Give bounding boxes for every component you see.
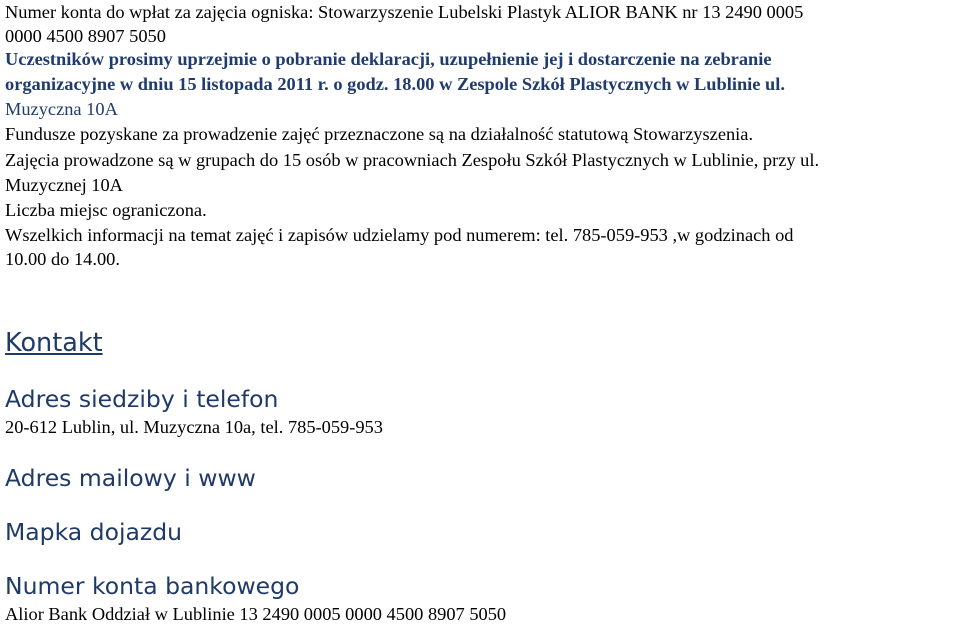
groups-line-1: Zajęcia prowadzone są w grupach do 15 osób w pracowniach Zespołu Szkół Plastycznych w Lublinie, przy ul. [5, 150, 820, 170]
funds-line: Fundusze pozyskane za prowadzenie zajęć przeznaczone są na działalność statutową Stowarzyszenia. [5, 124, 754, 144]
map-heading: Mapka dojazdu [5, 518, 183, 546]
email-heading: Adres mailowy i www [5, 464, 256, 492]
bank-heading: Numer konta bankowego [5, 572, 300, 600]
meeting-line-3: Muzyczna 10A [5, 99, 118, 119]
groups-line-2: Muzycznej 10A [5, 175, 123, 195]
account-line-1: Numer konta do wpłat za zajęcia ogniska: Stowarzyszenie Lubelski Plastyk ALIOR BANK nr 13 2490 0005 [5, 2, 804, 22]
address-text: 20-612 Lublin, ul. Muzyczna 10a, tel. 785-059-953 [5, 417, 383, 437]
meeting-line-2: organizacyjne w dniu 15 listopada 2011 r. o godz. 18.00 w Zespole Szkół Plastycznych w Lublinie ul. [5, 74, 785, 94]
info-line-2: 10.00 do 14.00. [5, 249, 120, 269]
bank-text: Alior Bank Oddział w Lublinie 13 2490 0005 0000 4500 8907 5050 [5, 604, 507, 624]
info-line-1: Wszelkich informacji na temat zajęć i zapisów udzielamy pod numerem: tel. 785-059-953 ,w godzinach od [5, 225, 794, 245]
contact-link[interactable]: Kontakt [5, 328, 103, 358]
meeting-line-1: Uczestników prosimy uprzejmie o pobranie deklaracji, uzupełnienie jej i dostarczenie na zebranie [5, 49, 772, 69]
account-line-2: 0000 4500 8907 5050 [5, 26, 166, 46]
address-heading: Adres siedziby i telefon [5, 385, 279, 413]
limited-line: Liczba miejsc ograniczona. [5, 200, 207, 220]
